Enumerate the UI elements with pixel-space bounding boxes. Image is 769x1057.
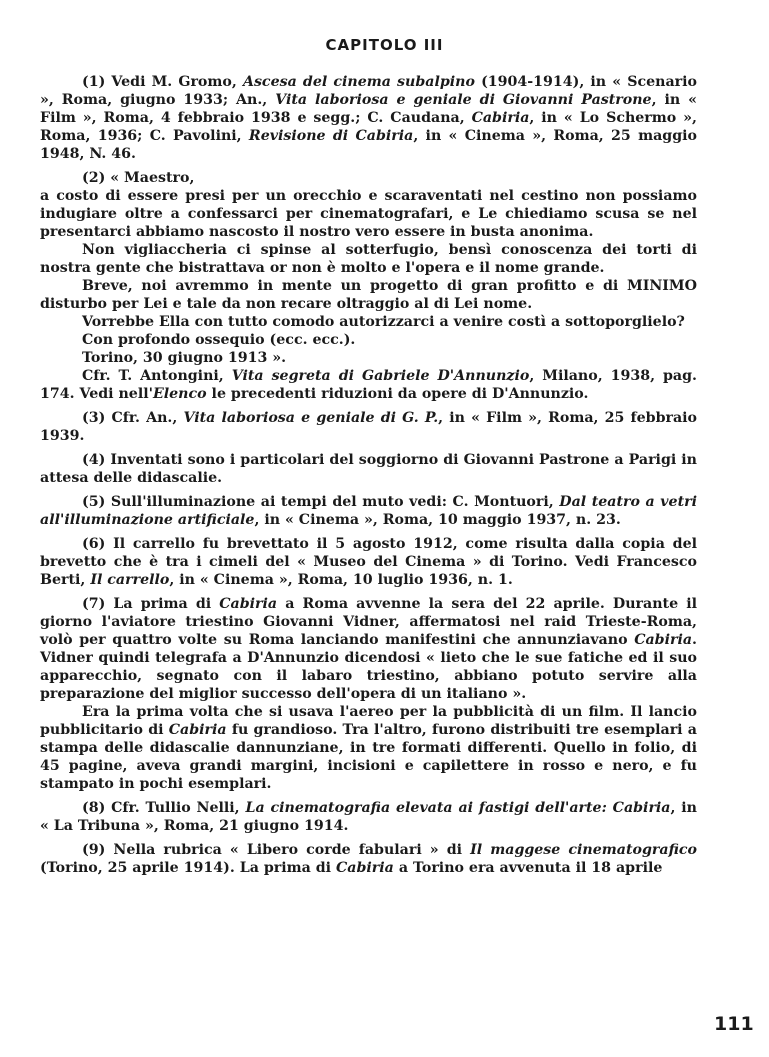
footnote-paragraph (40, 799, 697, 835)
text-run: , in « Cinema », Roma, 25 maggio 1948, N. 46. (40, 128, 697, 162)
footnote-paragraph (40, 409, 697, 445)
text-run: (2) « Maestro, (82, 170, 195, 186)
footnote-paragraph (40, 277, 697, 313)
text-run: . Vidner quindi telegrafa a D'Annunzio dicendosi « lieto che le sue fatiche ed il suo apparecchio, segnato con il labaro triestino, abbiano potuto servire alla preparazione del miglior successo dell'opera di un italiano ». (40, 632, 697, 702)
text-run: Con profondo ossequio (ecc. ecc.). (82, 332, 356, 348)
text-run: (8) Cfr. Tullio Nelli, (82, 800, 246, 816)
text-run: , in « La Tribuna », Roma, 21 giugno 1914. (40, 800, 697, 834)
italic-title: Vita segreta di Gabriele D'Annunzio (231, 368, 530, 384)
text-run: (4) Inventati sono i particolari del soggiorno di Giovanni Pastrone a Parigi in attesa delle didascalie. (40, 452, 697, 486)
footnote-paragraph (40, 595, 697, 703)
text-run: fu grandioso. Tra l'altro, furono distribuiti tre esemplari a stampa delle didascalie dannunziane, in tre formati differenti. Quello in folio, di 45 pagine, aveva grandi margini, incisioni e capilettere in rosso e nero, e fu stampato in pochi esemplari. (40, 722, 697, 792)
footnote-4 (40, 451, 697, 487)
text-run: (3) Cfr. An., (82, 410, 184, 426)
text-run: (6) Il carrello fu brevettato il 5 agosto 1912, come risulta dalla copia del brevetto che è tra i cimeli del « Museo del Cinema » di Torino. Vedi Francesco Berti, (40, 536, 697, 588)
chapter-heading: CAPITOLO III (325, 36, 444, 54)
footnote-paragraph (40, 313, 697, 331)
footnote-paragraph (40, 349, 697, 367)
text-run: (Torino, 25 aprile 1914). La prima di (40, 860, 337, 876)
text-run: , in « Film », Roma, 4 febbraio 1938 e segg.; C. Caudana, (40, 92, 698, 126)
text-run: Cfr. T. Antongini, (82, 368, 232, 384)
text-run: (1904-1914), in « Scenario », Roma, giugno 1933; An., (40, 74, 697, 108)
footnotes-body (40, 73, 697, 883)
footnote-paragraph (40, 535, 697, 589)
text-run: , in « Lo Schermo », Roma, 1936; C. Pavolini, (40, 110, 697, 144)
footnote-9 (40, 841, 697, 877)
italic-title: Vita laboriosa e geniale di Giovanni Pastrone (275, 92, 652, 108)
italic-title: Cabiria (471, 110, 530, 126)
text-run: (5) Sull'illuminazione ai tempi del muto vedi: C. Montuori, (82, 494, 560, 510)
footnote-7 (40, 595, 697, 793)
text-run: Torino, 30 giugno 1913 ». (82, 350, 287, 366)
italic-title: Vita laboriosa e geniale di G. P. (183, 410, 439, 426)
text-run: a Torino era avvenuta il 18 aprile (393, 860, 663, 876)
italic-title: Cabiria (219, 596, 278, 612)
italic-title: Cabiria (336, 860, 394, 876)
footnote-paragraph (40, 169, 697, 187)
footnote-paragraph (40, 493, 697, 529)
italic-title: Elenco (152, 386, 207, 402)
footnote-6 (40, 535, 697, 589)
italic-title: Cabiria (168, 722, 227, 738)
text-run: (7) La prima di (82, 596, 220, 612)
footnote-paragraph (40, 367, 697, 403)
footnote-paragraph (40, 841, 697, 877)
footnote-paragraph (40, 451, 697, 487)
text-run: a costo di essere presi per un orecchio e scaraventati nel cestino non possiamo indugiare oltre a confessarci per cinematografari, e Le chiediamo scusa se nel presentarci abbiamo nascosto il nostro vero essere in busta anonima. (40, 188, 697, 240)
footnote-3 (40, 409, 697, 445)
footnote-2 (40, 169, 697, 403)
italic-title: Il carrello (90, 572, 170, 588)
text-run: (1) Vedi M. Gromo, (82, 74, 243, 90)
text-run: (9) Nella rubrica « Libero corde fabulari » di (82, 842, 471, 858)
text-run: , in « Cinema », Roma, 10 luglio 1936, n. 1. (169, 572, 513, 588)
text-run: Non vigliaccheria ci spinse al sotterfugio, bensì conoscenza dei torti di nostra gente che bistrattava or non è molto e l'opera e il nome grande. (40, 242, 697, 276)
italic-title: Revisione di Cabiria (248, 128, 414, 144)
text-run: , in « Film », Roma, 25 febbraio 1939. (40, 410, 698, 444)
footnote-paragraph (40, 241, 697, 277)
page-number: 111 (714, 1013, 754, 1035)
italic-title: Dal teatro a vetri all'illuminazione artificiale (40, 494, 697, 528)
text-run: a Roma avvenne la sera del 22 aprile. Durante il giorno l'aviatore triestino Giovanni Vidner, affermatosi nel raid Trieste-Roma, volò per quattro volte su Roma lanciando manifestini che annunziavano (40, 596, 697, 648)
footnote-5 (40, 493, 697, 529)
footnote-paragraph (40, 187, 697, 241)
text-run: Era la prima volta che si usava l'aereo per la pubblicità di un film. Il lancio pubblicitario di (40, 704, 697, 738)
italic-title: La cinematografia elevata ai fastigi dell'arte: Cabiria (245, 800, 671, 816)
italic-title: Il maggese cinematografico (470, 842, 697, 858)
footnote-paragraph (40, 73, 697, 163)
italic-title: Cabiria (634, 632, 693, 648)
text-run: Vorrebbe Ella con tutto comodo autorizzarci a venire costì a sottoporglielo? (82, 314, 685, 330)
text-run: , Milano, 1938, pag. 174. Vedi nell' (40, 368, 697, 402)
footnote-paragraph (40, 703, 697, 793)
text-run: , in « Cinema », Roma, 10 maggio 1937, n. 23. (254, 512, 621, 528)
footnote-1 (40, 73, 697, 163)
footnote-8 (40, 799, 697, 835)
footnote-paragraph (40, 331, 697, 349)
italic-title: Ascesa del cinema subalpino (242, 74, 475, 90)
text-run: Breve, noi avremmo in mente un progetto di gran profitto e di MINIMO disturbo per Lei e tale da non recare oltraggio al di Lei nome. (40, 278, 697, 312)
text-run: le precedenti riduzioni da opere di D'Annunzio. (206, 386, 589, 402)
